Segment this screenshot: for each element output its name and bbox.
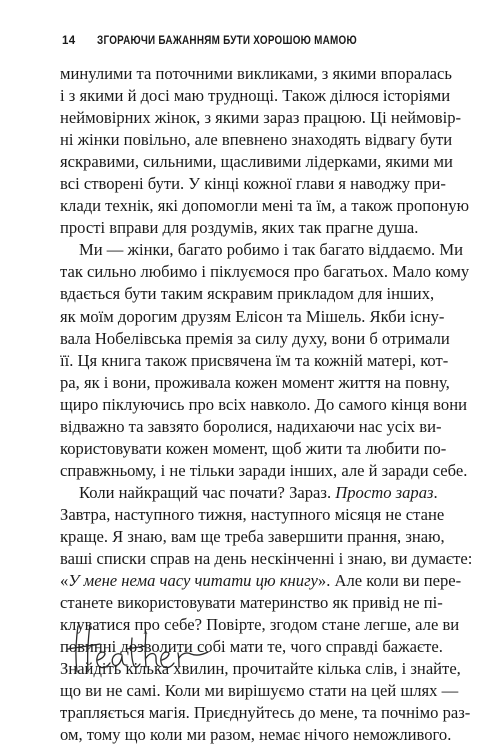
running-title: ЗГОРАЮЧИ БАЖАННЯМ БУТИ ХОРОШОЮ МАМОЮ [97, 35, 358, 47]
text-line [60, 283, 434, 305]
text-run: Знайдіть кілька хвилин, прочитайте кілька слів, і знайте, [60, 659, 461, 679]
text-line [60, 548, 473, 570]
page-number: 14 [62, 35, 76, 47]
text-run: минулими та поточними викликами, з якими впоралась [60, 64, 452, 83]
text-line [60, 372, 450, 394]
paragraph [60, 63, 470, 239]
text-run: ні жінки повільно, але впевнено знаходять відвагу бути [60, 130, 453, 150]
italic-text: У мене нема часу читати цю книгу [68, 571, 318, 591]
text-run: « [60, 571, 69, 591]
text-run: ра, як і вони, проживала кожен момент життя на повну, [60, 372, 450, 392]
text-line [60, 680, 459, 702]
text-line [60, 592, 443, 614]
text-run: клуватися про себе? Повірте, згодом стане легше, але ви [60, 615, 460, 635]
text-line [60, 460, 468, 482]
text-run: клади технік, які допомогли мені та їм, а також пропоную [60, 196, 470, 216]
text-run: ваші списки справ на день нескінченні і знаю, ви думаєте: [60, 549, 473, 569]
text-line [60, 328, 450, 350]
text-run: повинні дозволити собі мати те, чого справді бажаєте. [60, 637, 443, 657]
text-line [60, 724, 452, 746]
text-run: справжньому, і не тільки заради інших, але й заради себе. [60, 460, 468, 480]
text-line [60, 702, 471, 724]
text-line [60, 350, 449, 372]
text-run: неймовірних жінок, з якими зараз працюю. Ці неймовір- [60, 108, 462, 128]
text-line [60, 570, 462, 592]
text-line [60, 173, 446, 195]
text-run: прості вправи для роздумів, яких так прагне душа. [60, 218, 419, 238]
text-line [60, 195, 470, 217]
italic-text: Просто зараз [335, 482, 434, 502]
text-line [60, 504, 445, 526]
text-run: її. Ця книга також присвячена їм та кожній матері, кот- [60, 350, 449, 370]
text-line [60, 416, 442, 438]
text-run: трапляється магія. Приєднуйтесь до мене, та почнімо раз- [60, 703, 471, 723]
text-run: Ми — жінки, багато робимо і так багато віддаємо. Ми [79, 240, 463, 260]
text-run: ». Але коли ви пере- [317, 571, 462, 591]
text-run: користовувати кожен момент, щоб жити та любити по- [60, 438, 447, 458]
text-line [60, 526, 445, 548]
text-line [60, 129, 453, 151]
text-line [60, 85, 451, 107]
text-run: станете використовувати материнство як привід не пі- [60, 593, 443, 613]
text-run: вала Нобелівська премія за силу духу, вони б отримали [60, 328, 450, 348]
text-run: . [433, 482, 438, 502]
text-run: яскравими, сильними, щасливими лідерками, якими ми [60, 152, 453, 172]
text-run: як моїм дорогим друзям Елісон та Мішель. Якби існу- [60, 306, 445, 326]
text-run: краще. Я знаю, вам ще треба завершити прання, знаю, [60, 526, 445, 546]
text-run: Завтра, наступного тижня, наступного місяця не стане [60, 504, 445, 524]
paragraph [60, 239, 470, 482]
running-header [62, 35, 432, 51]
text-run: і з якими й досі маю труднощі. Також ділюся історіями [60, 86, 451, 106]
text-line [60, 438, 447, 460]
text-line [60, 63, 452, 85]
text-line [60, 394, 467, 416]
text-run: вдається бути таким яскравим прикладом для інших, [60, 284, 435, 304]
text-line [60, 239, 463, 261]
handwritten-signature [66, 622, 216, 680]
text-line [60, 217, 434, 239]
text-run: ом, тому що коли ми разом, немає нічого неможливого. [60, 725, 452, 745]
text-run: так сильно любимо і піклуємося про багатьох. Мало кому [60, 262, 470, 282]
text-run: щиро піклуючись про всіх навколо. До самого кінця вони [60, 394, 467, 414]
paragraph [60, 482, 473, 746]
text-line [60, 261, 470, 283]
text-run: відважно та завзято боролися, надихаючи нас усіх ви- [60, 416, 442, 436]
text-line [60, 107, 462, 129]
text-line [60, 306, 445, 328]
text-run: що ви не самі. Коли ми вирішуємо стати на цей шлях — [60, 681, 459, 701]
text-run: всі створені бути. У кінці кожної глави я наводжу при- [60, 174, 446, 194]
text-run: Коли найкращий час почати? Зараз. [79, 482, 336, 502]
text-line [60, 482, 438, 504]
text-line [60, 151, 453, 173]
